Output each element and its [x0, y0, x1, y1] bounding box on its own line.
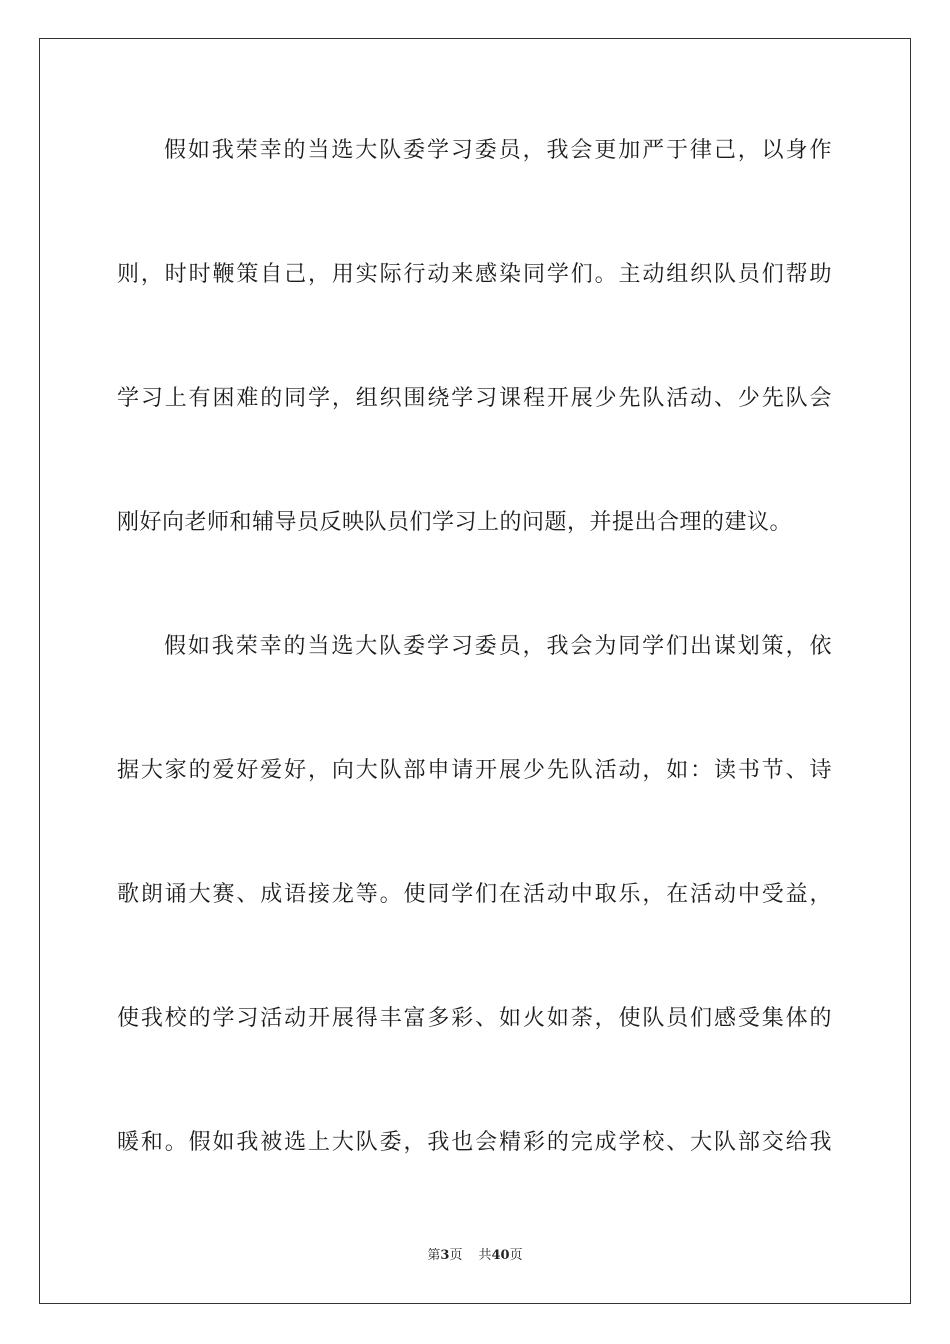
page-number: 3	[440, 1248, 450, 1263]
paragraph-2-line-2: 据大家的爱好爱好，向大队部申请开展少先队活动，如：读书节、诗	[117, 758, 832, 783]
paragraph-2-line-4: 使我校的学习活动开展得丰富多彩、如火如荼，使队员们感受集体的	[117, 1006, 832, 1031]
total-pages: 40	[491, 1248, 510, 1263]
page-footer	[0, 1247, 950, 1265]
paragraph-2-line-3: 歌朗诵大赛、成语接龙等。使同学们在活动中取乐，在活动中受益，	[117, 882, 832, 907]
paragraph-1-line-4: 刚好向老师和辅导员反映队员们学习上的问题，并提出合理的建议。	[117, 510, 793, 535]
total-prefix: 共	[478, 1248, 492, 1263]
paragraph-2-line-1: 假如我荣幸的当选大队委学习委员，我会为同学们出谋划策，依	[164, 634, 832, 659]
page-prefix: 第	[427, 1248, 441, 1263]
page-suffix: 页	[449, 1248, 463, 1263]
paragraph-1-line-2: 则，时时鞭策自己，用实际行动来感染同学们。主动组织队员们帮助	[117, 262, 832, 287]
paragraph-2-line-5: 暖和。假如我被选上大队委，我也会精彩的完成学校、大队部交给我	[117, 1130, 832, 1155]
total-suffix: 页	[509, 1248, 523, 1263]
page-frame	[39, 38, 911, 1304]
paragraph-1-line-3: 学习上有困难的同学，组织围绕学习课程开展少先队活动、少先队会	[117, 386, 832, 411]
paragraph-1-line-1: 假如我荣幸的当选大队委学习委员，我会更加严于律己，以身作	[164, 138, 832, 163]
